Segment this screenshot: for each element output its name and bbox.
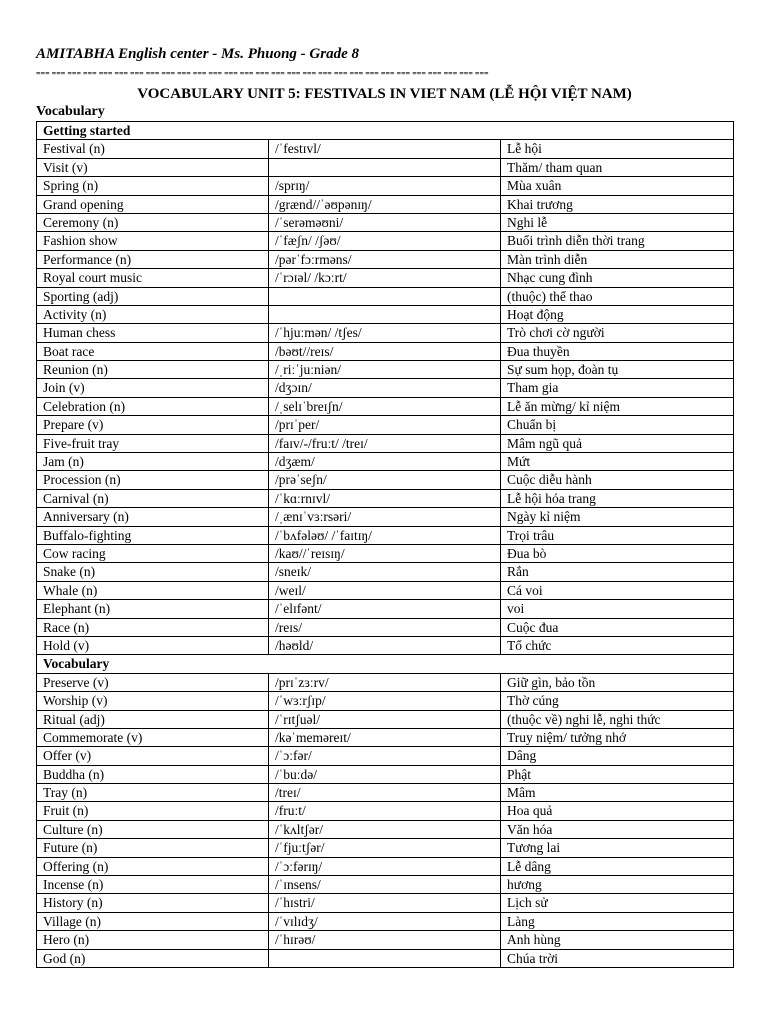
pronunciation-cell: /ˈbʌfələʊ/ /ˈfaɪtɪŋ/ xyxy=(269,526,501,544)
meaning-cell: Rắn xyxy=(501,563,734,581)
word-cell: Spring (n) xyxy=(37,177,269,195)
meaning-cell: Lễ hội xyxy=(501,140,734,158)
table-row xyxy=(37,912,734,930)
pronunciation-cell: /ˈkɑːrnɪvl/ xyxy=(269,489,501,507)
pronunciation-cell: /prɪˈzɜːrv/ xyxy=(269,673,501,691)
meaning-cell: Màn trình diễn xyxy=(501,250,734,268)
meaning-cell: Phật xyxy=(501,765,734,783)
table-row xyxy=(37,250,734,268)
table-row xyxy=(37,765,734,783)
word-cell: Sporting (adj) xyxy=(37,287,269,305)
word-cell: Buffalo-fighting xyxy=(37,526,269,544)
meaning-cell: hương xyxy=(501,876,734,894)
table-row xyxy=(37,287,734,305)
pronunciation-cell: /bəʊt//reɪs/ xyxy=(269,342,501,360)
pronunciation-cell: /ˈhɪrəʊ/ xyxy=(269,931,501,949)
pronunciation-cell: /dʒɔɪn/ xyxy=(269,379,501,397)
pronunciation-cell: /grænd//ˈəʊpənɪŋ/ xyxy=(269,195,501,213)
table-row xyxy=(37,839,734,857)
section-heading-row xyxy=(37,122,734,140)
table-row xyxy=(37,416,734,434)
document-header: AMITABHA English center - Ms. Phuong - Grade 8 xyxy=(36,46,359,62)
table-row xyxy=(37,177,734,195)
meaning-cell: Khai trương xyxy=(501,195,734,213)
pronunciation-cell: /ˈɔːfərɪŋ/ xyxy=(269,857,501,875)
meaning-cell: Truy niệm/ tưởng nhớ xyxy=(501,728,734,746)
word-cell: Incense (n) xyxy=(37,876,269,894)
pronunciation-cell: /ˈfestɪvl/ xyxy=(269,140,501,158)
meaning-cell: Mứt xyxy=(501,453,734,471)
table-row xyxy=(37,673,734,691)
word-cell: Fruit (n) xyxy=(37,802,269,820)
pronunciation-cell: /ˈfjuːtʃər/ xyxy=(269,839,501,857)
pronunciation-cell: /faɪv/-/fruːt/ /treɪ/ xyxy=(269,434,501,452)
meaning-cell: Dâng xyxy=(501,747,734,765)
meaning-cell: (thuộc về) nghi lễ, nghi thức xyxy=(501,710,734,728)
meaning-cell: Tham gia xyxy=(501,379,734,397)
section-heading: Vocabulary xyxy=(37,655,734,673)
meaning-cell: Buổi trình diễn thời trang xyxy=(501,232,734,250)
word-cell: Commemorate (v) xyxy=(37,728,269,746)
word-cell: Culture (n) xyxy=(37,820,269,838)
meaning-cell: Ngày kỉ niệm xyxy=(501,508,734,526)
table-row xyxy=(37,434,734,452)
meaning-cell: Chuẩn bị xyxy=(501,416,734,434)
meaning-cell: Tương lai xyxy=(501,839,734,857)
meaning-cell: Hoạt động xyxy=(501,305,734,323)
word-cell: Visit (v) xyxy=(37,158,269,176)
word-cell: Performance (n) xyxy=(37,250,269,268)
meaning-cell: Tổ chức xyxy=(501,636,734,654)
table-row xyxy=(37,802,734,820)
table-row xyxy=(37,342,734,360)
table-row xyxy=(37,636,734,654)
word-cell: Carnival (n) xyxy=(37,489,269,507)
meaning-cell: Mâm ngũ quả xyxy=(501,434,734,452)
meaning-cell: Thăm/ tham quan xyxy=(501,158,734,176)
table-row xyxy=(37,269,734,287)
meaning-cell: Cá voi xyxy=(501,581,734,599)
table-row xyxy=(37,784,734,802)
table-row xyxy=(37,305,734,323)
word-cell: Race (n) xyxy=(37,618,269,636)
pronunciation-cell: /ˈɔːfər/ xyxy=(269,747,501,765)
pronunciation-cell: /ˈfæʃn/ /ʃəʊ/ xyxy=(269,232,501,250)
meaning-cell: Nghi lễ xyxy=(501,213,734,231)
meaning-cell: Hoa quả xyxy=(501,802,734,820)
meaning-cell: Lễ dâng xyxy=(501,857,734,875)
pronunciation-cell: /sprɪŋ/ xyxy=(269,177,501,195)
pronunciation-cell: /ˈrɪtʃuəl/ xyxy=(269,710,501,728)
pronunciation-cell: /ˈkʌltʃər/ xyxy=(269,820,501,838)
table-row xyxy=(37,324,734,342)
word-cell: Future (n) xyxy=(37,839,269,857)
meaning-cell: Cuộc đua xyxy=(501,618,734,636)
meaning-cell: Đua bò xyxy=(501,544,734,562)
table-row xyxy=(37,600,734,618)
meaning-cell: Mùa xuân xyxy=(501,177,734,195)
pronunciation-cell: /prəˈseʃn/ xyxy=(269,471,501,489)
vocabulary-table xyxy=(36,121,734,968)
pronunciation-cell: /ˈwɜːrʃɪp/ xyxy=(269,692,501,710)
word-cell: Preserve (v) xyxy=(37,673,269,691)
pronunciation-cell: /ˈbuːdə/ xyxy=(269,765,501,783)
table-row xyxy=(37,857,734,875)
word-cell: Jam (n) xyxy=(37,453,269,471)
table-row xyxy=(37,692,734,710)
word-cell: Anniversary (n) xyxy=(37,508,269,526)
word-cell: Prepare (v) xyxy=(37,416,269,434)
pronunciation-cell: /ˈhɪstri/ xyxy=(269,894,501,912)
word-cell: Royal court music xyxy=(37,269,269,287)
pronunciation-cell: /fruːt/ xyxy=(269,802,501,820)
table-row xyxy=(37,949,734,967)
meaning-cell: Trọi trâu xyxy=(501,526,734,544)
pronunciation-cell: /kaʊ//ˈreɪsɪŋ/ xyxy=(269,544,501,562)
table-row xyxy=(37,728,734,746)
pronunciation-cell xyxy=(269,158,501,176)
table-row xyxy=(37,158,734,176)
section-heading: Getting started xyxy=(37,122,734,140)
table-row xyxy=(37,544,734,562)
meaning-cell: Trò chơi cờ người xyxy=(501,324,734,342)
table-row xyxy=(37,526,734,544)
meaning-cell: Mâm xyxy=(501,784,734,802)
pronunciation-cell xyxy=(269,949,501,967)
word-cell: Village (n) xyxy=(37,912,269,930)
pronunciation-cell: /ˈhjuːmən/ /tʃes/ xyxy=(269,324,501,342)
meaning-cell: Nhạc cung đình xyxy=(501,269,734,287)
word-cell: Offer (v) xyxy=(37,747,269,765)
word-cell: Hero (n) xyxy=(37,931,269,949)
pronunciation-cell: /ˈserəməʊni/ xyxy=(269,213,501,231)
table-row xyxy=(37,508,734,526)
word-cell: Activity (n) xyxy=(37,305,269,323)
meaning-cell: voi xyxy=(501,600,734,618)
pronunciation-cell: /treɪ/ xyxy=(269,784,501,802)
word-cell: Human chess xyxy=(37,324,269,342)
word-cell: Offering (n) xyxy=(37,857,269,875)
word-cell: History (n) xyxy=(37,894,269,912)
word-cell: Fashion show xyxy=(37,232,269,250)
pronunciation-cell: /ˌriːˈjuːniən/ xyxy=(269,361,501,379)
table-row xyxy=(37,195,734,213)
table-row xyxy=(37,618,734,636)
word-cell: Buddha (n) xyxy=(37,765,269,783)
word-cell: Cow racing xyxy=(37,544,269,562)
meaning-cell: Lễ ăn mừng/ kỉ niệm xyxy=(501,397,734,415)
word-cell: Ceremony (n) xyxy=(37,213,269,231)
pronunciation-cell: /weɪl/ xyxy=(269,581,501,599)
word-cell: Hold (v) xyxy=(37,636,269,654)
table-row xyxy=(37,931,734,949)
meaning-cell: Chúa trời xyxy=(501,949,734,967)
vocabulary-table-body xyxy=(37,122,734,968)
table-row xyxy=(37,453,734,471)
word-cell: Boat race xyxy=(37,342,269,360)
word-cell: Celebration (n) xyxy=(37,397,269,415)
word-cell: Festival (n) xyxy=(37,140,269,158)
word-cell: Reunion (n) xyxy=(37,361,269,379)
vocabulary-label: Vocabulary xyxy=(36,104,105,119)
table-row xyxy=(37,710,734,728)
table-row xyxy=(37,894,734,912)
pronunciation-cell: /ˈelɪfənt/ xyxy=(269,600,501,618)
pronunciation-cell: /sneɪk/ xyxy=(269,563,501,581)
table-row xyxy=(37,747,734,765)
pronunciation-cell: /ˌænɪˈvɜːrsəri/ xyxy=(269,508,501,526)
word-cell: Snake (n) xyxy=(37,563,269,581)
page-title: VOCABULARY UNIT 5: FESTIVALS IN VIET NAM (LỄ HỘI VIỆT NAM) xyxy=(137,86,632,102)
pronunciation-cell: /ˈrɔɪəl/ /kɔːrt/ xyxy=(269,269,501,287)
pronunciation-cell: /ˌselɪˈbreɪʃn/ xyxy=(269,397,501,415)
table-row xyxy=(37,213,734,231)
word-cell: Tray (n) xyxy=(37,784,269,802)
pronunciation-cell: /kəˈmeməreɪt/ xyxy=(269,728,501,746)
meaning-cell: Đua thuyền xyxy=(501,342,734,360)
meaning-cell: Sự sum họp, đoàn tụ xyxy=(501,361,734,379)
word-cell: Ritual (adj) xyxy=(37,710,269,728)
pronunciation-cell xyxy=(269,305,501,323)
pronunciation-cell xyxy=(269,287,501,305)
table-row xyxy=(37,820,734,838)
meaning-cell: Cuộc diễu hành xyxy=(501,471,734,489)
pronunciation-cell: /dʒæm/ xyxy=(269,453,501,471)
meaning-cell: Lịch sử xyxy=(501,894,734,912)
section-heading-row xyxy=(37,655,734,673)
table-row xyxy=(37,563,734,581)
meaning-cell: Thờ cúng xyxy=(501,692,734,710)
table-row xyxy=(37,379,734,397)
word-cell: Worship (v) xyxy=(37,692,269,710)
word-cell: Procession (n) xyxy=(37,471,269,489)
pronunciation-cell: /ˈɪnsens/ xyxy=(269,876,501,894)
meaning-cell: Lễ hội hóa trang xyxy=(501,489,734,507)
word-cell: Grand opening xyxy=(37,195,269,213)
meaning-cell: Giữ gìn, bảo tồn xyxy=(501,673,734,691)
table-row xyxy=(37,489,734,507)
table-row xyxy=(37,876,734,894)
table-row xyxy=(37,581,734,599)
pronunciation-cell: /reɪs/ xyxy=(269,618,501,636)
word-cell: God (n) xyxy=(37,949,269,967)
word-cell: Whale (n) xyxy=(37,581,269,599)
meaning-cell: Anh hùng xyxy=(501,931,734,949)
word-cell: Five-fruit tray xyxy=(37,434,269,452)
table-row xyxy=(37,471,734,489)
pronunciation-cell: /prɪˈper/ xyxy=(269,416,501,434)
table-row xyxy=(37,232,734,250)
meaning-cell: Làng xyxy=(501,912,734,930)
header-separator: === === === === === === === === === === === === === === === === === === === === === === === === === === === === === xyxy=(36,69,489,78)
pronunciation-cell: /pərˈfɔːrməns/ xyxy=(269,250,501,268)
table-row xyxy=(37,361,734,379)
word-cell: Join (v) xyxy=(37,379,269,397)
pronunciation-cell: /ˈvɪlɪdʒ/ xyxy=(269,912,501,930)
word-cell: Elephant (n) xyxy=(37,600,269,618)
meaning-cell: (thuộc) thể thao xyxy=(501,287,734,305)
table-row xyxy=(37,397,734,415)
pronunciation-cell: /həʊld/ xyxy=(269,636,501,654)
table-row xyxy=(37,140,734,158)
meaning-cell: Văn hóa xyxy=(501,820,734,838)
